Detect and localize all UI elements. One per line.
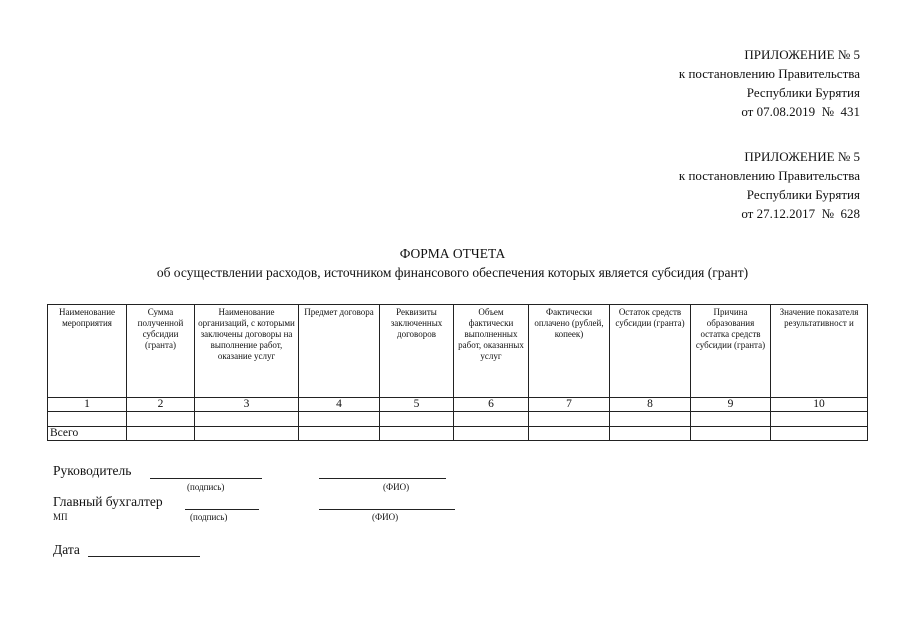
accountant-name-line[interactable] (319, 509, 455, 510)
column-number: 4 (299, 398, 380, 412)
form-title: ФОРМА ОТЧЕТА (399, 246, 506, 261)
head-label: Руководитель (53, 463, 132, 478)
header-work-volume: Объем фактически выполненных работ, оказанных услуг (454, 305, 529, 398)
table-cell[interactable] (771, 412, 868, 427)
table-cell[interactable] (195, 427, 299, 441)
name-hint: (ФИО) (372, 512, 399, 522)
table-cell[interactable] (454, 412, 529, 427)
table-cell[interactable] (380, 427, 454, 441)
head-signature-line[interactable] (150, 478, 262, 479)
header-actually-paid: Фактически оплачено (рублей, копеек) (529, 305, 610, 398)
table-cell[interactable] (529, 412, 610, 427)
column-number: 5 (380, 398, 454, 412)
header-subsidy-balance: Остаток средств субсидии (гранта) (610, 305, 691, 398)
table-cell[interactable] (691, 412, 771, 427)
header-contract-details: Реквизиты заключенных договоров (380, 305, 454, 398)
table-row-total (48, 427, 868, 441)
column-number: 2 (127, 398, 195, 412)
signature-hint: (подпись) (187, 482, 225, 492)
appendix-republic: Республики Бурятия (746, 85, 860, 100)
table-cell[interactable] (529, 427, 610, 441)
header-performance-indicator: Значение показателя результативност и (771, 305, 868, 398)
header-organizations: Наименование организаций, с которыми заключены договоры на выполнение работ, оказание услуг (195, 305, 299, 398)
header-event-name: Наименование мероприятия (48, 305, 127, 398)
column-number: 10 (771, 398, 868, 412)
table-cell[interactable] (299, 412, 380, 427)
appendix-title: ПРИЛОЖЕНИЕ № 5 (744, 47, 860, 62)
table-cell[interactable] (299, 427, 380, 441)
column-number: 1 (48, 398, 127, 412)
table-cell[interactable] (48, 412, 127, 427)
appendix-resolution: к постановлению Правительства (678, 168, 860, 183)
table-header-row (48, 305, 868, 398)
appendix-resolution: к постановлению Правительства (678, 66, 860, 81)
table-cell[interactable] (691, 427, 771, 441)
head-name-line[interactable] (319, 478, 446, 479)
appendix-date-number: от 07.08.2019 № 431 (741, 104, 860, 119)
column-number: 3 (195, 398, 299, 412)
total-label: Всего (48, 427, 127, 441)
appendix-title: ПРИЛОЖЕНИЕ № 5 (744, 149, 860, 164)
accountant-signature-line[interactable] (185, 509, 259, 510)
column-number: 8 (610, 398, 691, 412)
header-subsidy-amount: Сумма полученной субсидии (гранта) (127, 305, 195, 398)
seal-label: МП (53, 512, 68, 522)
form-subtitle: об осуществлении расходов, источником финансового обеспечения которых является субсидия (грант) (156, 265, 749, 280)
column-number: 7 (529, 398, 610, 412)
date-line[interactable] (88, 556, 200, 557)
header-balance-reason: Причина образования остатка средств субсидии (гранта) (691, 305, 771, 398)
table-cell[interactable] (610, 412, 691, 427)
date-label: Дата (53, 542, 80, 557)
table-number-row (48, 398, 868, 412)
appendix-block-1 (679, 45, 860, 121)
table-cell[interactable] (454, 427, 529, 441)
signature-hint: (подпись) (190, 512, 228, 522)
table-cell[interactable] (380, 412, 454, 427)
column-number: 9 (691, 398, 771, 412)
column-number: 6 (454, 398, 529, 412)
table-cell[interactable] (771, 427, 868, 441)
report-table (47, 304, 868, 441)
table-cell[interactable] (610, 427, 691, 441)
appendix-date-number: от 27.12.2017 № 628 (741, 206, 860, 221)
table-cell[interactable] (127, 427, 195, 441)
appendix-block-2 (679, 147, 860, 223)
table-cell[interactable] (127, 412, 195, 427)
name-hint: (ФИО) (383, 482, 410, 492)
chief-accountant-label: Главный бухгалтер (53, 494, 163, 509)
table-cell[interactable] (195, 412, 299, 427)
table-row-empty (48, 412, 868, 427)
appendix-republic: Республики Бурятия (746, 187, 860, 202)
header-contract-subject: Предмет договора (299, 305, 380, 398)
